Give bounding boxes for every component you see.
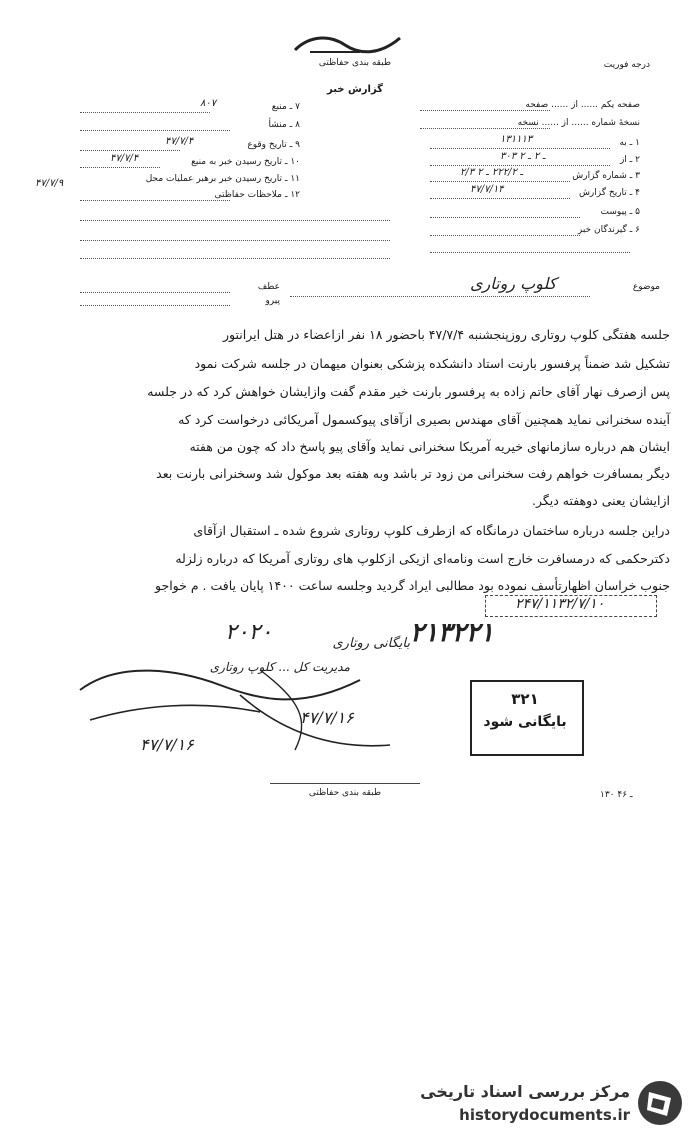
body-line-5: ایشان هم درباره سازمانهای خیریه آمریکا سخنرانی نماید وآقای پیو پاسخ داد که چون من هفته [189, 439, 670, 454]
field-recipients: ۶ ـ گیرندگان خبر [577, 225, 640, 235]
field-event-date-value: ۴۷/۷/۴ [165, 136, 194, 147]
field-report-number-value: ۲/۳ ـ ۲۲۲/۲ ـ ۲ [460, 167, 523, 178]
body-line-9: دکترحکمی که درمسافرت خارج است ونامه‌ای ازیکی ازکلوپ های روتاری آمریکا که درباره زلزله [175, 551, 670, 566]
field-report-number: ۳ ـ شماره گزارش [572, 171, 640, 181]
annotation-note: مدیریت کل ... کلوپ روتاری [209, 660, 350, 674]
body-line-10: جنوب خراسان اظهارتأسف نموده بود مطالبی ایراد گردید وجلسه ساعت ۱۴۰۰ پایان یافت . م خواجو [155, 578, 670, 593]
body-line-8: دراین جلسه درباره ساختمان درمانگاه که ازطرف کلوپ روتاری شروع شده ـ استقبال ازآقای [193, 523, 670, 538]
classification-label-top: طبقه بندی حفاظتی [318, 58, 392, 68]
field-2: ۲ ـ از [619, 155, 640, 165]
reference-label: عطف [257, 282, 280, 292]
received-stamp-value: ۲۴۷/۱۱۳۲/۷/۱۰ [515, 596, 605, 612]
body-line-2: تشکیل شد ضمناً پرفسور بارنت استاد دانشکده پزشکی بعنوان میهمان در جلسه شرکت نمود [194, 356, 670, 371]
annotation-scribble: ۲۰۲۰ [225, 620, 273, 645]
field-receipt-date: ۱۰ ـ تاریخ رسیدن خبر به منبع [191, 157, 300, 167]
archive-logo-icon [635, 1078, 685, 1128]
field-1: ۱ ـ به [619, 138, 640, 148]
signature-scribbles [60, 650, 440, 760]
subject-value: کلوپ روتاری [470, 274, 557, 293]
archive-center-url: historydocuments.ir [459, 1106, 630, 1124]
body-line-7: ازایشان یعنی دوهفته دیگر. [531, 493, 670, 508]
field-2-value: ۳۰۳ ـ ۲ ـ ۲ [500, 151, 546, 162]
form-number: ۱۳۰ ـ ۴۶ [600, 790, 633, 800]
field-event-date: ۹ ـ تاریخ وقوع [247, 140, 300, 150]
annotation-number: ۲۱۳۲۲۱ [410, 618, 494, 648]
report-title: گزارش خبر [326, 84, 383, 95]
urgency-label: درجه فوریت [603, 60, 650, 70]
footer-bar [0, 1068, 699, 1139]
annotation-text: بایگانی روتاری [332, 636, 410, 651]
body-line-6: دیگر بمسافرت خواهم رفت سخنرانی من زود تر باشد وبه هفته بعد موکول شد وسخنرانی بارنت بعد [156, 466, 670, 481]
signature-date-left: ۴۷/۷/۱۶ [140, 735, 194, 754]
archive-center-name: مرکز بررسی اسناد تاریخی [420, 1082, 630, 1101]
body-line-4: آینده سخنرانی نماید همچنین آقای مهندس بصیری ازآقای پیوکسمول آمریکائی درخواست کرد که [178, 412, 670, 427]
signature-date: ۴۷/۷/۱۶ [300, 708, 354, 727]
field-source: ۷ ـ منبع [271, 102, 300, 112]
field-copy: نسخهٔ شماره ...... از ...... نسخه [517, 118, 640, 128]
field-receipt-date-value: ۴۷/۷/۴ [110, 153, 139, 164]
field-page: صفحه یکم ...... از ...... صفحه [525, 100, 640, 110]
follow-up-label: پیرو [265, 296, 280, 306]
field-source-value: ۸۰۷ [200, 98, 217, 109]
field-sent-date: ۱۱ ـ تاریخ رسیدن خبر برهبر عملیات محل [145, 174, 300, 184]
subject-label: موضوع [632, 282, 660, 292]
classification-stamp-scribble [290, 30, 410, 60]
field-origin: ۸ ـ منشأ [268, 120, 300, 130]
body-line-1: جلسه هفتگی کلوپ روتاری روزپنجشنبه ۴۷/۷/۴ باحضور ۱۸ نفر ازاعضاء در هتل ایرانتور [223, 327, 670, 342]
bottom-classification: طبقه بندی حفاظتی [308, 788, 382, 798]
field-1-value: ۱۳۱۱۱۳ [500, 134, 533, 145]
field-attachment: ۵ ـ پیوست [600, 207, 640, 217]
field-sent-date-value: ۴۷/۷/۹ [35, 178, 64, 189]
bottom-classification-box [270, 745, 420, 784]
body-line-3: پس ازصرف نهار آقای حاتم زاده به پرفسور بارنت خیر مقدم گفت وازایشان خواهش کرد که در جلسه [147, 384, 670, 399]
field-report-date-value: ۴۷/۷/۱۴ [470, 184, 504, 195]
archive-stamp-text: بایگانی شود [483, 714, 567, 730]
field-remarks: ۱۲ ـ ملاحظات حفاظتی [214, 190, 300, 200]
field-report-date: ۴ ـ تاریخ گزارش [578, 188, 640, 198]
archive-stamp-number: ۳۲۱ [511, 690, 539, 708]
